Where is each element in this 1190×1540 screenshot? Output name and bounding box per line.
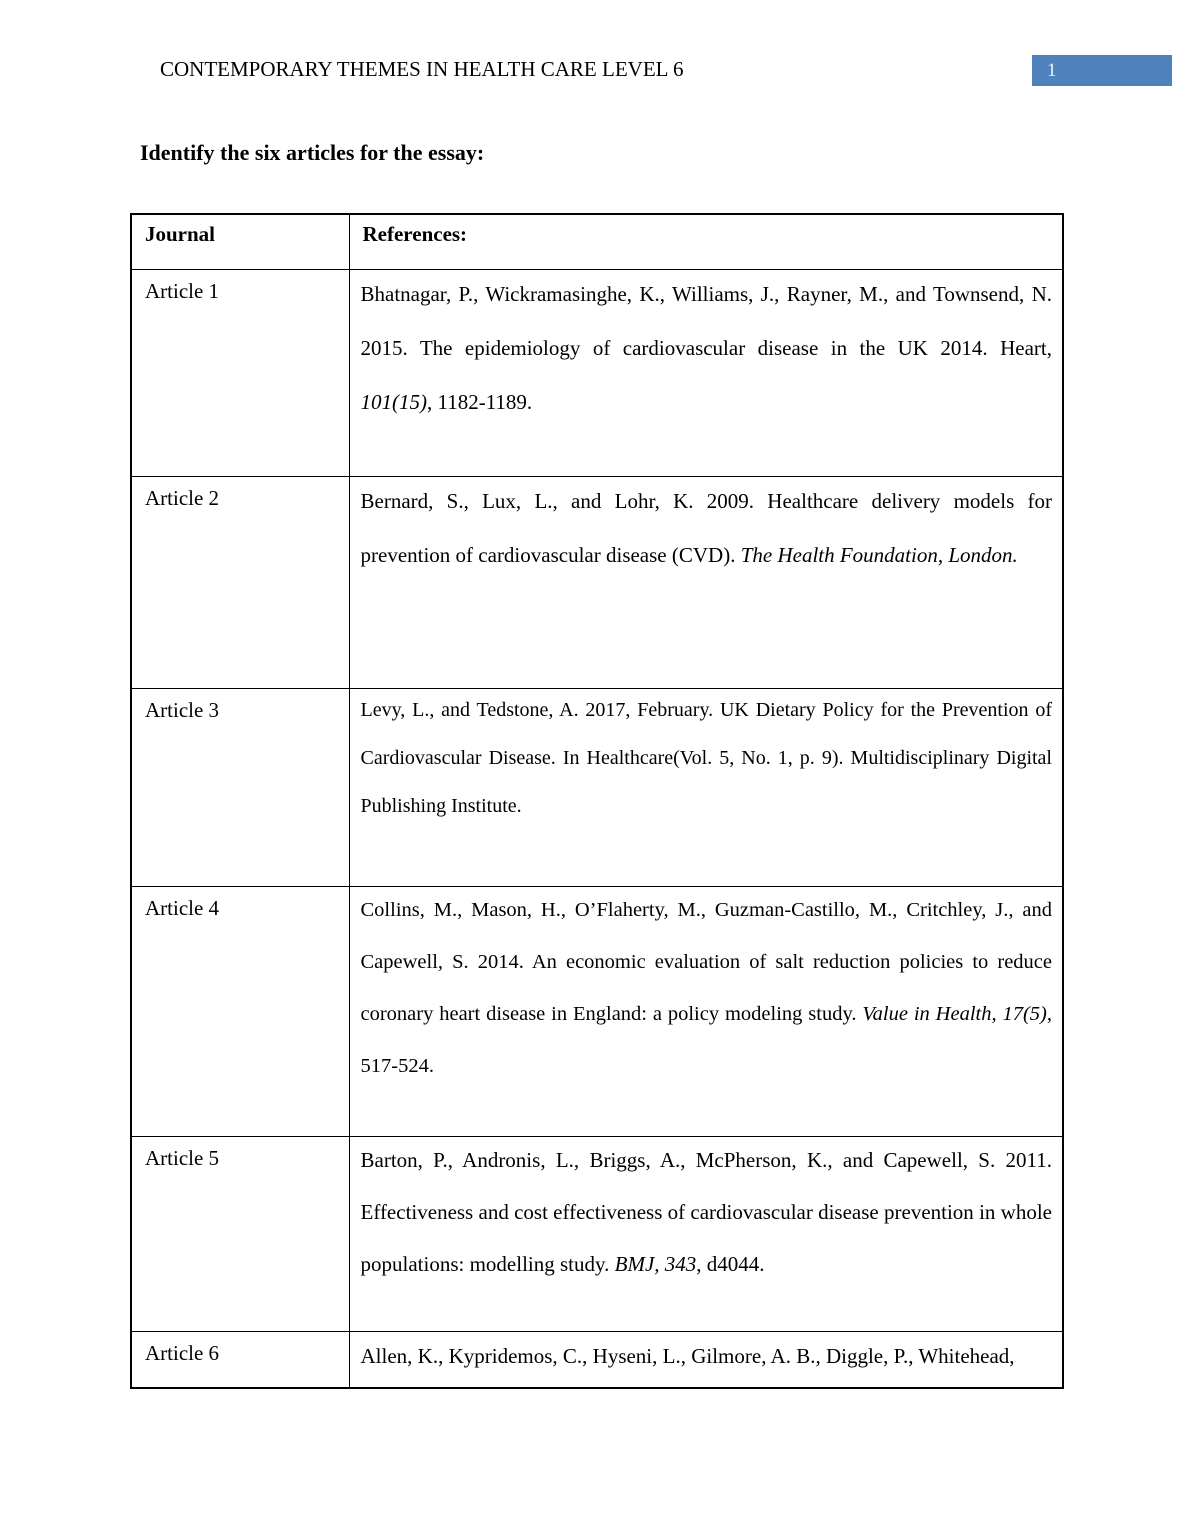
reference-text: Bhatnagar, P., Wickramasinghe, K., Williams, J., Rayner, M., and Townsend, N. 2015. The epidemiology of cardiovascular disease in the UK 2014. Heart, 101(15), 1182-1189.	[360, 281, 1052, 414]
journal-cell: Article 1	[131, 269, 349, 476]
table-row	[131, 688, 1063, 886]
page-number: 1	[1047, 60, 1057, 81]
journal-cell: Article 6	[131, 1331, 349, 1388]
reference-cell	[349, 269, 1063, 476]
table-header-row	[131, 214, 1063, 269]
journal-cell: Article 5	[131, 1136, 349, 1331]
reference-text: Barton, P., Andronis, L., Briggs, A., McPherson, K., and Capewell, S. 2011. Effectiveness and cost effectiveness of cardiovascular disease prevention in whole populations: modelling study. BMJ, 343, d4044.	[360, 1147, 1052, 1276]
journal-column-header: Journal	[131, 214, 349, 269]
reference-cell	[349, 886, 1063, 1136]
articles-table	[130, 213, 1064, 1389]
references-column-header: References:	[349, 214, 1063, 269]
reference-text: Collins, M., Mason, H., O’Flaherty, M., Guzman-Castillo, M., Critchley, J., and Capewell, S. 2014. An economic evaluation of salt reduction policies to reduce coronary heart disease in England: a policy modeling study. Value in Health, 17(5), 517-524.	[360, 898, 1052, 1077]
reference-text: Allen, K., Kypridemos, C., Hyseni, L., Gilmore, A. B., Diggle, P., Whitehead,	[360, 1343, 1015, 1368]
reference-cell	[349, 476, 1063, 688]
reference-text: Bernard, S., Lux, L., and Lohr, K. 2009. Healthcare delivery models for prevention of cardiovascular disease (CVD). The Health Foundation, London.	[360, 488, 1052, 567]
reference-text: Levy, L., and Tedstone, A. 2017, February. UK Dietary Policy for the Prevention of Cardiovascular Disease. In Healthcare(Vol. 5, No. 1, p. 9). Multidisciplinary Digital Publishing Institute.	[360, 698, 1052, 817]
section-heading: Identify the six articles for the essay:	[140, 140, 485, 165]
running-head-title: CONTEMPORARY THEMES IN HEALTH CARE LEVEL 6	[160, 57, 684, 81]
journal-cell: Article 4	[131, 886, 349, 1136]
journal-cell: Article 3	[131, 688, 349, 886]
table-row	[131, 886, 1063, 1136]
reference-cell	[349, 688, 1063, 886]
reference-cell	[349, 1331, 1063, 1388]
table-row	[131, 1331, 1063, 1388]
table-row	[131, 269, 1063, 476]
table-row	[131, 1136, 1063, 1331]
reference-cell	[349, 1136, 1063, 1331]
table-row	[131, 476, 1063, 688]
page-number-badge	[1032, 55, 1172, 86]
table-body	[131, 269, 1063, 1388]
journal-cell: Article 2	[131, 476, 349, 688]
